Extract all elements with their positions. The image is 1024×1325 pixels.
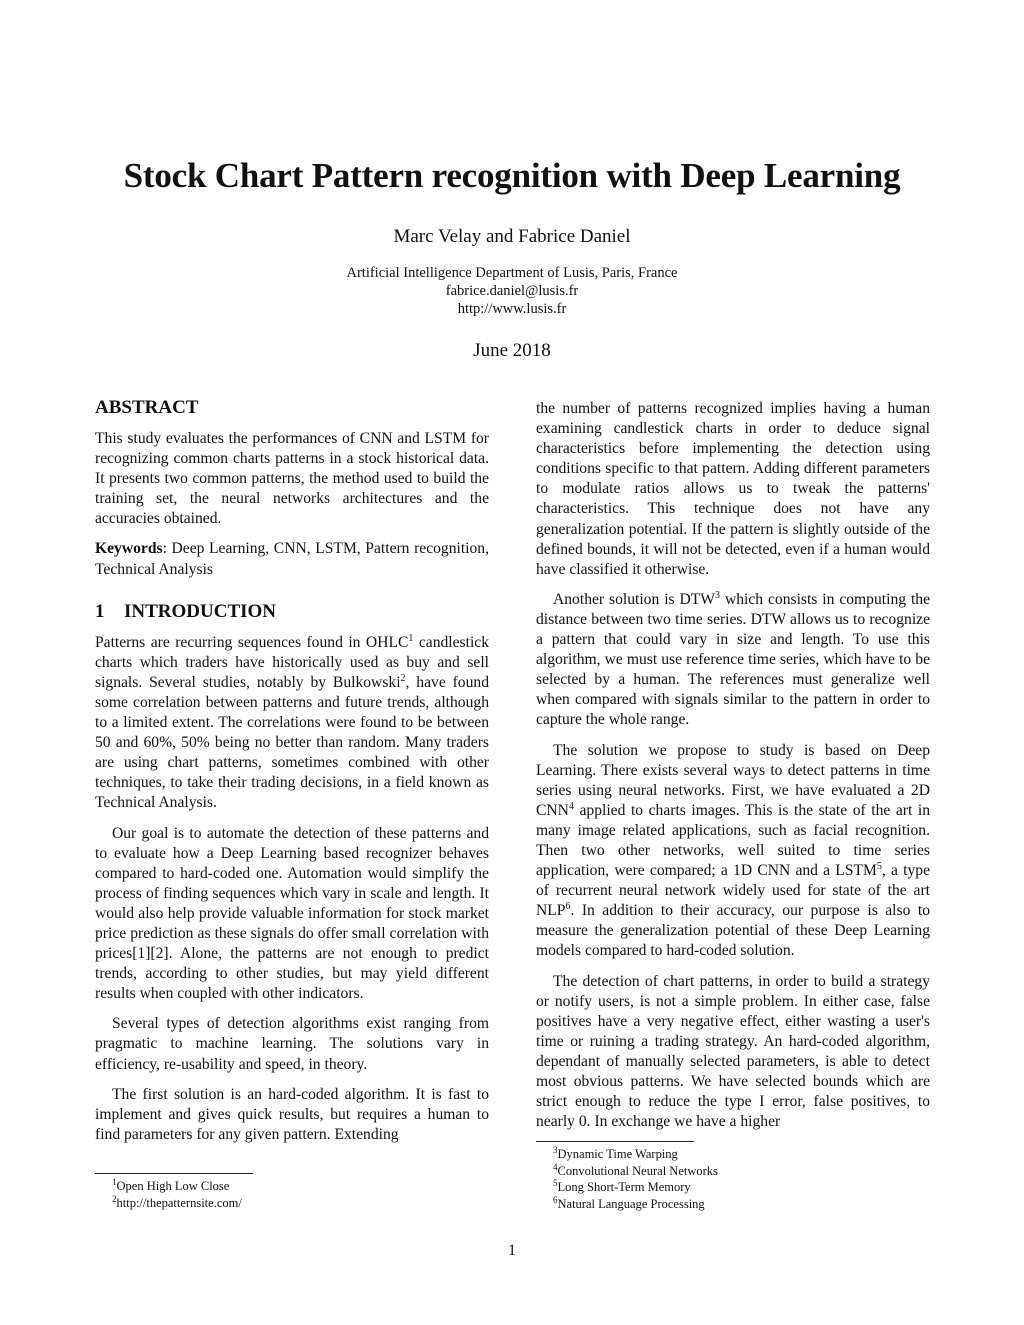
intro-paragraph-4: The first solution is an hard-coded algorithm. It is fast to implement and gives quick results, but requires a human to find parameters for any given pattern. Extending [95, 1085, 489, 1143]
footnote-ref-6: 6 [565, 901, 571, 913]
footnote-1 [95, 1178, 253, 1195]
footnote-number: 6 [553, 1194, 558, 1205]
affiliation-block [0, 264, 1024, 318]
text-run: The solution we propose to study is based on Deep Learning. There exists several ways to detect patterns in time series using neural networks. First, we have evaluated a 2D CNN [536, 741, 930, 819]
abstract-heading: ABSTRACT [95, 397, 199, 418]
footnote-text: Open High Low Close [116, 1179, 230, 1193]
affiliation-email: fabrice.daniel@lusis.fr [445, 283, 579, 299]
right-paragraph-3 [536, 741, 930, 962]
intro-paragraph-2: Our goal is to automate the detection of these patterns and to evaluate how a Deep Learning based recognizer behaves compared to hard-coded one. Automation would simplify the process of finding sequences which vary in scale and length. It would also help provide valuable information for stock market price prediction as these signals do offer small correlation with prices[1][2]. Alone, the patterns are not enough to predict trends, according to other studies, but may yield different results when coupled with other indicators. [95, 824, 489, 1003]
footnote-2 [95, 1195, 253, 1212]
intro-paragraph-1 [95, 633, 489, 814]
footnote-3 [536, 1146, 718, 1163]
section-number: 1 [95, 600, 105, 622]
footnote-rule [536, 1141, 694, 1142]
footnote-text: Convolutional Neural Networks [557, 1163, 718, 1178]
right-paragraph-2 [536, 590, 930, 731]
footnote-ref-1: 1 [408, 632, 414, 644]
text-run: , a type of recurrent neural network widely used for state of the art NLP [536, 862, 930, 920]
text-run: . In addition to their accuracy, our purpose is also to measure the generalization potential of these Deep Learning models compared to hard-coded solution. [536, 902, 930, 960]
page-number: 1 [508, 1242, 516, 1259]
right-paragraph-4: The detection of chart patterns, in order to build a strategy or notify users, is not a simple problem. In either case, false positives have a very negative effect, either wasting a user's time or ruining a trading strategy. An hard-coded algorithm, dependant of manually selected parameters, is able to detect most obvious patterns. We have selected bounds which are strict enough to reduce the type I error, false positives, to nearly 0. In exchange we have a higher [536, 972, 930, 1131]
footnote-5 [536, 1179, 718, 1196]
abstract-text: This study evaluates the performances of CNN and LSTM for recognizing common charts patterns in a stock historical data. It presents two common patterns, the method used to build the training set, the neural networks architectures and the accuracies obtained. [95, 430, 489, 528]
authors: Marc Velay and Fabrice Daniel [393, 226, 631, 247]
intro-paragraph-3: Several types of detection algorithms exist ranging from pragmatic to machine learning. The solutions vary in efficiency, re-usability and speed, in theory. [95, 1015, 489, 1073]
affiliation-website: http://www.lusis.fr [457, 301, 567, 317]
keywords [95, 539, 489, 579]
footnotes-left [95, 1173, 253, 1211]
introduction-heading [95, 600, 489, 624]
footnote-ref-2: 2 [400, 672, 406, 684]
text-run: Patterns are recurring sequences found in OHLC [95, 633, 409, 651]
text-run: Another solution is DTW [553, 590, 716, 608]
footnote-text: Long Short-Term Memory [557, 1180, 691, 1194]
footnote-number: 1 [112, 1177, 117, 1187]
paper-title: Stock Chart Pattern recognition with Deep Learning [123, 156, 901, 195]
footnote-number: 4 [553, 1161, 558, 1172]
footnote-text: Natural Language Processing [557, 1196, 705, 1211]
publication-date: June 2018 [473, 340, 551, 361]
footnote-4 [536, 1163, 718, 1180]
footnote-number: 3 [553, 1145, 558, 1155]
right-paragraph-1: the number of patterns recognized implies having a human examining candlestick charts in order to deduce signal characteristics before implementing the detection using conditions specific to that pattern. Adding different parameters to modulate ratios allows us to tweak the patterns' characteristics. This technique does not have any generalization potential. If the pattern is slightly outside of the defined bounds, it will not be detected, even if a human would have classified it otherwise. [536, 400, 930, 578]
left-column [95, 396, 489, 1155]
affiliation-department: Artificial Intelligence Department of Lusis, Paris, France [346, 265, 678, 281]
footnotes-right [536, 1141, 718, 1212]
keywords-label: Keywords [95, 540, 163, 558]
text-run: which consists in computing the distance between two time series. DTW allows us to recognize a pattern that could vary in size and length. To use this algorithm, we must use reference time series, which have to be selected by a human. The references must generalize well when compared with signals similar to the pattern in order to capture the whole range. [536, 590, 931, 729]
footnote-text: http://thepatternsite.com/ [116, 1195, 242, 1210]
footnote-text: Dynamic Time Warping [557, 1147, 678, 1161]
section-title: INTRODUCTION [124, 600, 277, 622]
footnote-6 [536, 1196, 718, 1213]
footnote-ref-5: 5 [876, 861, 882, 873]
right-column [536, 399, 930, 1142]
footnote-ref-4: 4 [568, 800, 574, 812]
footnote-rule [95, 1173, 253, 1174]
text-run: candlestick charts which traders have historically used as buy and sell signals. Several studies, notably by Bulkowski [95, 633, 489, 691]
text-run: , have found some correlation between patterns and future trends, although to a limited extent. The correlations were found to be between 50 and 60%, 50% being no better than random. Many traders are using chart patterns, sometimes combined with other techniques, to take their trading decisions, in a field known as Technical Analysis. [95, 673, 489, 812]
footnote-number: 2 [112, 1193, 117, 1204]
keywords-list: : Deep Learning, CNN, LSTM, Pattern recognition, Technical Analysis [95, 540, 489, 578]
footnote-number: 5 [553, 1178, 558, 1188]
text-run: applied to charts images. This is the state of the art in many image related applications, such as facial recognition. Then two other networks, well suited to time series application, were compared; a 1D CNN and a LSTM [536, 801, 930, 880]
footnote-ref-3: 3 [715, 589, 721, 601]
